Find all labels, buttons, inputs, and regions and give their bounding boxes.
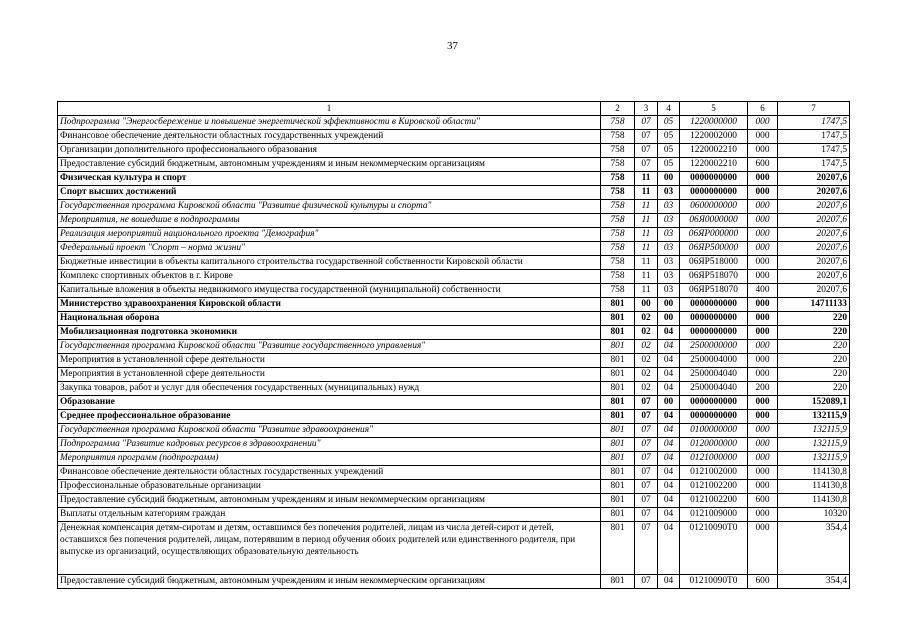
- expense-type-cell: 000: [748, 368, 778, 382]
- section-cell: 07: [635, 410, 658, 424]
- table-row: [58, 508, 850, 522]
- subsection-cell: 00: [658, 172, 680, 186]
- target-item-cell: 2500000000: [680, 340, 748, 354]
- admin-code-cell: 801: [601, 466, 635, 480]
- row-name-cell: Предоставление субсидий бюджетным, автономным учреждениям и иным некоммерческим организациям: [58, 494, 601, 508]
- amount-cell: 20207,6: [778, 186, 850, 200]
- row-name-cell: Федеральный проект "Спорт – норма жизни": [58, 242, 601, 256]
- row-name-cell: Национальная оборона: [58, 312, 601, 326]
- row-name-cell: Профессиональные образовательные организации: [58, 480, 601, 494]
- section-cell: 07: [635, 522, 658, 575]
- admin-code-cell: 758: [601, 186, 635, 200]
- budget-table: [57, 101, 850, 589]
- target-item-cell: 2500004040: [680, 368, 748, 382]
- row-name-cell: Спорт высших достижений: [58, 186, 601, 200]
- expense-type-cell: 000: [748, 480, 778, 494]
- table-row: [58, 200, 850, 214]
- subsection-cell: 00: [658, 396, 680, 410]
- admin-code-cell: 758: [601, 130, 635, 144]
- expense-type-cell: 000: [748, 508, 778, 522]
- row-name-cell: Подпрограмма "Развитие кадровых ресурсов в здравоохранении": [58, 438, 601, 452]
- admin-code-cell: 758: [601, 172, 635, 186]
- expense-type-cell: 000: [748, 396, 778, 410]
- expense-type-cell: 000: [748, 144, 778, 158]
- amount-cell: 20207,6: [778, 228, 850, 242]
- expense-type-cell: 000: [748, 312, 778, 326]
- expense-type-cell: 000: [748, 256, 778, 270]
- section-cell: 07: [635, 158, 658, 172]
- section-cell: 11: [635, 270, 658, 284]
- admin-code-cell: 758: [601, 256, 635, 270]
- section-cell: 07: [635, 144, 658, 158]
- target-item-cell: 0121002200: [680, 480, 748, 494]
- target-item-cell: 2500004040: [680, 382, 748, 396]
- row-name-cell: Образование: [58, 396, 601, 410]
- table-row: [58, 130, 850, 144]
- subsection-cell: 04: [658, 575, 680, 589]
- row-name-cell: Мероприятия в установленной сфере деятельности: [58, 354, 601, 368]
- row-name-cell: Финансовое обеспечение деятельности областных государственных учреждений: [58, 130, 601, 144]
- section-cell: 02: [635, 354, 658, 368]
- target-item-cell: 1220002210: [680, 144, 748, 158]
- section-cell: 07: [635, 494, 658, 508]
- expense-type-cell: 000: [748, 130, 778, 144]
- admin-code-cell: 801: [601, 354, 635, 368]
- amount-cell: 220: [778, 368, 850, 382]
- section-cell: 07: [635, 466, 658, 480]
- header-cell: 6: [748, 102, 778, 116]
- subsection-cell: 04: [658, 410, 680, 424]
- row-name-cell: Государственная программа Кировской области "Развитие государственного управления": [58, 340, 601, 354]
- row-name-cell: Закупка товаров, работ и услуг для обеспечения государственных (муниципальных) нужд: [58, 382, 601, 396]
- expense-type-cell: 000: [748, 270, 778, 284]
- table-row: [58, 158, 850, 172]
- admin-code-cell: 758: [601, 228, 635, 242]
- header-cell: 5: [680, 102, 748, 116]
- table-row: [58, 494, 850, 508]
- section-cell: 07: [635, 508, 658, 522]
- table-row: [58, 438, 850, 452]
- admin-code-cell: 801: [601, 410, 635, 424]
- table-row: [58, 186, 850, 200]
- row-name-cell: Мероприятия, не вошедшие в подпрограммы: [58, 214, 601, 228]
- subsection-cell: 04: [658, 368, 680, 382]
- header-cell: 3: [635, 102, 658, 116]
- admin-code-cell: 801: [601, 494, 635, 508]
- row-name-cell: Реализация мероприятий национального проекта "Демография": [58, 228, 601, 242]
- row-name-cell: Мероприятия программ (подпрограмм): [58, 452, 601, 466]
- expense-type-cell: 000: [748, 242, 778, 256]
- amount-cell: 1747,5: [778, 158, 850, 172]
- table-row: [58, 256, 850, 270]
- admin-code-cell: 801: [601, 480, 635, 494]
- subsection-cell: 04: [658, 438, 680, 452]
- admin-code-cell: 801: [601, 368, 635, 382]
- subsection-cell: 05: [658, 158, 680, 172]
- row-name-cell: Среднее профессиональное образование: [58, 410, 601, 424]
- subsection-cell: 04: [658, 326, 680, 340]
- row-name-cell: Финансовое обеспечение деятельности областных государственных учреждений: [58, 466, 601, 480]
- header-cell: 4: [658, 102, 680, 116]
- target-item-cell: 0000000000: [680, 312, 748, 326]
- amount-cell: 132115,9: [778, 438, 850, 452]
- table-row: [58, 144, 850, 158]
- table-row: [58, 368, 850, 382]
- target-item-cell: 0000000000: [680, 326, 748, 340]
- subsection-cell: 04: [658, 340, 680, 354]
- row-name-cell: Предоставление субсидий бюджетным, автономным учреждениям и иным некоммерческим организациям: [58, 158, 601, 172]
- admin-code-cell: 758: [601, 144, 635, 158]
- subsection-cell: 04: [658, 494, 680, 508]
- section-cell: 11: [635, 186, 658, 200]
- section-cell: 11: [635, 214, 658, 228]
- admin-code-cell: 801: [601, 340, 635, 354]
- subsection-cell: 04: [658, 424, 680, 438]
- expense-type-cell: 000: [748, 466, 778, 480]
- subsection-cell: 00: [658, 298, 680, 312]
- admin-code-cell: 801: [601, 326, 635, 340]
- target-item-cell: 1220002000: [680, 130, 748, 144]
- expense-type-cell: 000: [748, 340, 778, 354]
- amount-cell: 114130,8: [778, 480, 850, 494]
- row-name-cell: Мероприятия в установленной сфере деятельности: [58, 368, 601, 382]
- expense-type-cell: 200: [748, 382, 778, 396]
- table-row: [58, 396, 850, 410]
- expense-type-cell: 400: [748, 284, 778, 298]
- header-cell: 2: [601, 102, 635, 116]
- row-name-cell: Бюджетные инвестиции в объекты капитального строительства государственной собственности Кировской области: [58, 256, 601, 270]
- row-name-cell: Государственная программа Кировской области "Развитие физической культуры и спорта": [58, 200, 601, 214]
- expense-type-cell: 000: [748, 424, 778, 438]
- admin-code-cell: 801: [601, 575, 635, 589]
- target-item-cell: 1220002210: [680, 158, 748, 172]
- amount-cell: 20207,6: [778, 200, 850, 214]
- row-name-cell: Капитальные вложения в объекты недвижимого имущества государственной (муниципальной) собственности: [58, 284, 601, 298]
- amount-cell: 220: [778, 312, 850, 326]
- expense-type-cell: 600: [748, 575, 778, 589]
- admin-code-cell: 801: [601, 522, 635, 575]
- amount-cell: 1747,5: [778, 130, 850, 144]
- target-item-cell: 2500004000: [680, 354, 748, 368]
- section-cell: 07: [635, 424, 658, 438]
- table-row: [58, 242, 850, 256]
- table-row: [58, 575, 850, 589]
- expense-type-cell: 000: [748, 228, 778, 242]
- expense-type-cell: 000: [748, 298, 778, 312]
- amount-cell: 20207,6: [778, 270, 850, 284]
- section-cell: 07: [635, 480, 658, 494]
- table-row: [58, 312, 850, 326]
- section-cell: 02: [635, 368, 658, 382]
- subsection-cell: 03: [658, 270, 680, 284]
- table-row: [58, 270, 850, 284]
- section-cell: 07: [635, 130, 658, 144]
- target-item-cell: 06ЯP518070: [680, 284, 748, 298]
- table-row: [58, 284, 850, 298]
- target-item-cell: 0100000000: [680, 424, 748, 438]
- row-name-cell: Предоставление субсидий бюджетным, автономным учреждениям и иным некоммерческим организациям: [58, 575, 601, 589]
- row-name-cell: Комплекс спортивных объектов в г. Кирове: [58, 270, 601, 284]
- amount-cell: 1747,5: [778, 144, 850, 158]
- target-item-cell: 0121002000: [680, 466, 748, 480]
- expense-type-cell: 000: [748, 172, 778, 186]
- row-name-cell: Денежная компенсация детям-сиротам и детям, оставшимся без попечения родителей, лицам из числа детей-сирот и детей, оставшихся без попечения родителей, лицам, потерявшим в период обучения обоих родителей или единственного родителя, при выпуске из организаций, осуществляющих образовательную деятельность: [58, 522, 601, 575]
- amount-cell: 220: [778, 354, 850, 368]
- amount-cell: 220: [778, 326, 850, 340]
- amount-cell: 220: [778, 340, 850, 354]
- admin-code-cell: 758: [601, 214, 635, 228]
- admin-code-cell: 758: [601, 200, 635, 214]
- subsection-cell: 03: [658, 214, 680, 228]
- row-name-cell: Мобилизационная подготовка экономики: [58, 326, 601, 340]
- section-cell: 02: [635, 340, 658, 354]
- target-item-cell: 1220000000: [680, 116, 748, 130]
- table-row: [58, 466, 850, 480]
- expense-type-cell: 000: [748, 214, 778, 228]
- admin-code-cell: 801: [601, 438, 635, 452]
- amount-cell: 20207,6: [778, 214, 850, 228]
- target-item-cell: 0000000000: [680, 186, 748, 200]
- subsection-cell: 03: [658, 242, 680, 256]
- row-name-cell: Организации дополнительного профессионального образования: [58, 144, 601, 158]
- table-row: [58, 354, 850, 368]
- table-row: [58, 326, 850, 340]
- target-item-cell: 0000000000: [680, 172, 748, 186]
- section-cell: 11: [635, 284, 658, 298]
- subsection-cell: 03: [658, 284, 680, 298]
- amount-cell: 114130,8: [778, 494, 850, 508]
- expense-type-cell: 600: [748, 494, 778, 508]
- subsection-cell: 03: [658, 200, 680, 214]
- amount-cell: 114130,8: [778, 466, 850, 480]
- admin-code-cell: 758: [601, 270, 635, 284]
- table-row: [58, 424, 850, 438]
- subsection-cell: 04: [658, 508, 680, 522]
- subsection-cell: 05: [658, 116, 680, 130]
- expense-type-cell: 000: [748, 326, 778, 340]
- target-item-cell: 01210090T0: [680, 522, 748, 575]
- table-row: [58, 340, 850, 354]
- section-cell: 11: [635, 172, 658, 186]
- expense-type-cell: 000: [748, 186, 778, 200]
- expense-type-cell: 600: [748, 158, 778, 172]
- amount-cell: 20207,6: [778, 284, 850, 298]
- amount-cell: 1747,5: [778, 116, 850, 130]
- target-item-cell: 0600000000: [680, 200, 748, 214]
- table-row: [58, 480, 850, 494]
- amount-cell: 354,4: [778, 522, 850, 575]
- amount-cell: 20207,6: [778, 172, 850, 186]
- subsection-cell: 05: [658, 130, 680, 144]
- subsection-cell: 05: [658, 144, 680, 158]
- expense-type-cell: 000: [748, 522, 778, 575]
- row-name-cell: Министерство здравоохранения Кировской области: [58, 298, 601, 312]
- amount-cell: 132115,9: [778, 424, 850, 438]
- subsection-cell: 03: [658, 256, 680, 270]
- row-name-cell: Выплаты отдельным категориям граждан: [58, 508, 601, 522]
- target-item-cell: 06Я0000000: [680, 214, 748, 228]
- amount-cell: 14711133: [778, 298, 850, 312]
- section-cell: 07: [635, 452, 658, 466]
- target-item-cell: 06ЯP000000: [680, 228, 748, 242]
- row-name-cell: Государственная программа Кировской области "Развитие здравоохранения": [58, 424, 601, 438]
- table-row: [58, 116, 850, 130]
- row-name-cell: Подпрограмма "Энергосбережение и повышение энергетической эффективности в Кировской области": [58, 116, 601, 130]
- target-item-cell: 0000000000: [680, 410, 748, 424]
- table-row: [58, 452, 850, 466]
- subsection-cell: 00: [658, 312, 680, 326]
- admin-code-cell: 801: [601, 424, 635, 438]
- section-cell: 07: [635, 438, 658, 452]
- expense-type-cell: 000: [748, 200, 778, 214]
- target-item-cell: 0121000000: [680, 452, 748, 466]
- subsection-cell: 04: [658, 480, 680, 494]
- target-item-cell: 06ЯP518070: [680, 270, 748, 284]
- amount-cell: 354,4: [778, 575, 850, 589]
- table-row: [58, 298, 850, 312]
- target-item-cell: 06ЯP518000: [680, 256, 748, 270]
- target-item-cell: 06ЯP500000: [680, 242, 748, 256]
- section-cell: 02: [635, 382, 658, 396]
- subsection-cell: 04: [658, 354, 680, 368]
- target-item-cell: 0000000000: [680, 396, 748, 410]
- subsection-cell: 04: [658, 522, 680, 575]
- target-item-cell: 0120000000: [680, 438, 748, 452]
- header-row: [58, 102, 850, 116]
- subsection-cell: 03: [658, 186, 680, 200]
- target-item-cell: 01210090T0: [680, 575, 748, 589]
- table-row: [58, 382, 850, 396]
- section-cell: 07: [635, 116, 658, 130]
- admin-code-cell: 758: [601, 158, 635, 172]
- admin-code-cell: 801: [601, 452, 635, 466]
- row-name-cell: Физическая культура и спорт: [58, 172, 601, 186]
- admin-code-cell: 801: [601, 396, 635, 410]
- amount-cell: 20207,6: [778, 242, 850, 256]
- expense-type-cell: 000: [748, 354, 778, 368]
- table-row: [58, 172, 850, 186]
- admin-code-cell: 801: [601, 298, 635, 312]
- expense-type-cell: 000: [748, 116, 778, 130]
- expense-type-cell: 000: [748, 410, 778, 424]
- target-item-cell: 0000000000: [680, 298, 748, 312]
- subsection-cell: 04: [658, 382, 680, 396]
- amount-cell: 152089,1: [778, 396, 850, 410]
- section-cell: 02: [635, 326, 658, 340]
- subsection-cell: 04: [658, 452, 680, 466]
- admin-code-cell: 758: [601, 242, 635, 256]
- amount-cell: 20207,6: [778, 256, 850, 270]
- expense-type-cell: 000: [748, 438, 778, 452]
- page-number: 37: [447, 40, 458, 52]
- admin-code-cell: 758: [601, 116, 635, 130]
- subsection-cell: 04: [658, 466, 680, 480]
- section-cell: 11: [635, 256, 658, 270]
- section-cell: 11: [635, 200, 658, 214]
- section-cell: 02: [635, 312, 658, 326]
- section-cell: 00: [635, 298, 658, 312]
- amount-cell: 220: [778, 382, 850, 396]
- amount-cell: 10320: [778, 508, 850, 522]
- admin-code-cell: 801: [601, 508, 635, 522]
- subsection-cell: 03: [658, 228, 680, 242]
- header-cell: 7: [778, 102, 850, 116]
- admin-code-cell: 758: [601, 284, 635, 298]
- admin-code-cell: 801: [601, 312, 635, 326]
- amount-cell: 132115,9: [778, 410, 850, 424]
- section-cell: 07: [635, 396, 658, 410]
- header-cell: 1: [58, 102, 601, 116]
- table-body: [58, 116, 850, 589]
- table-row: [58, 214, 850, 228]
- target-item-cell: 0121002200: [680, 494, 748, 508]
- table-row: [58, 522, 850, 575]
- target-item-cell: 0121009000: [680, 508, 748, 522]
- amount-cell: 132115,9: [778, 452, 850, 466]
- expense-type-cell: 000: [748, 452, 778, 466]
- table-row: [58, 228, 850, 242]
- section-cell: 11: [635, 242, 658, 256]
- table-row: [58, 410, 850, 424]
- section-cell: 11: [635, 228, 658, 242]
- section-cell: 07: [635, 575, 658, 589]
- admin-code-cell: 801: [601, 382, 635, 396]
